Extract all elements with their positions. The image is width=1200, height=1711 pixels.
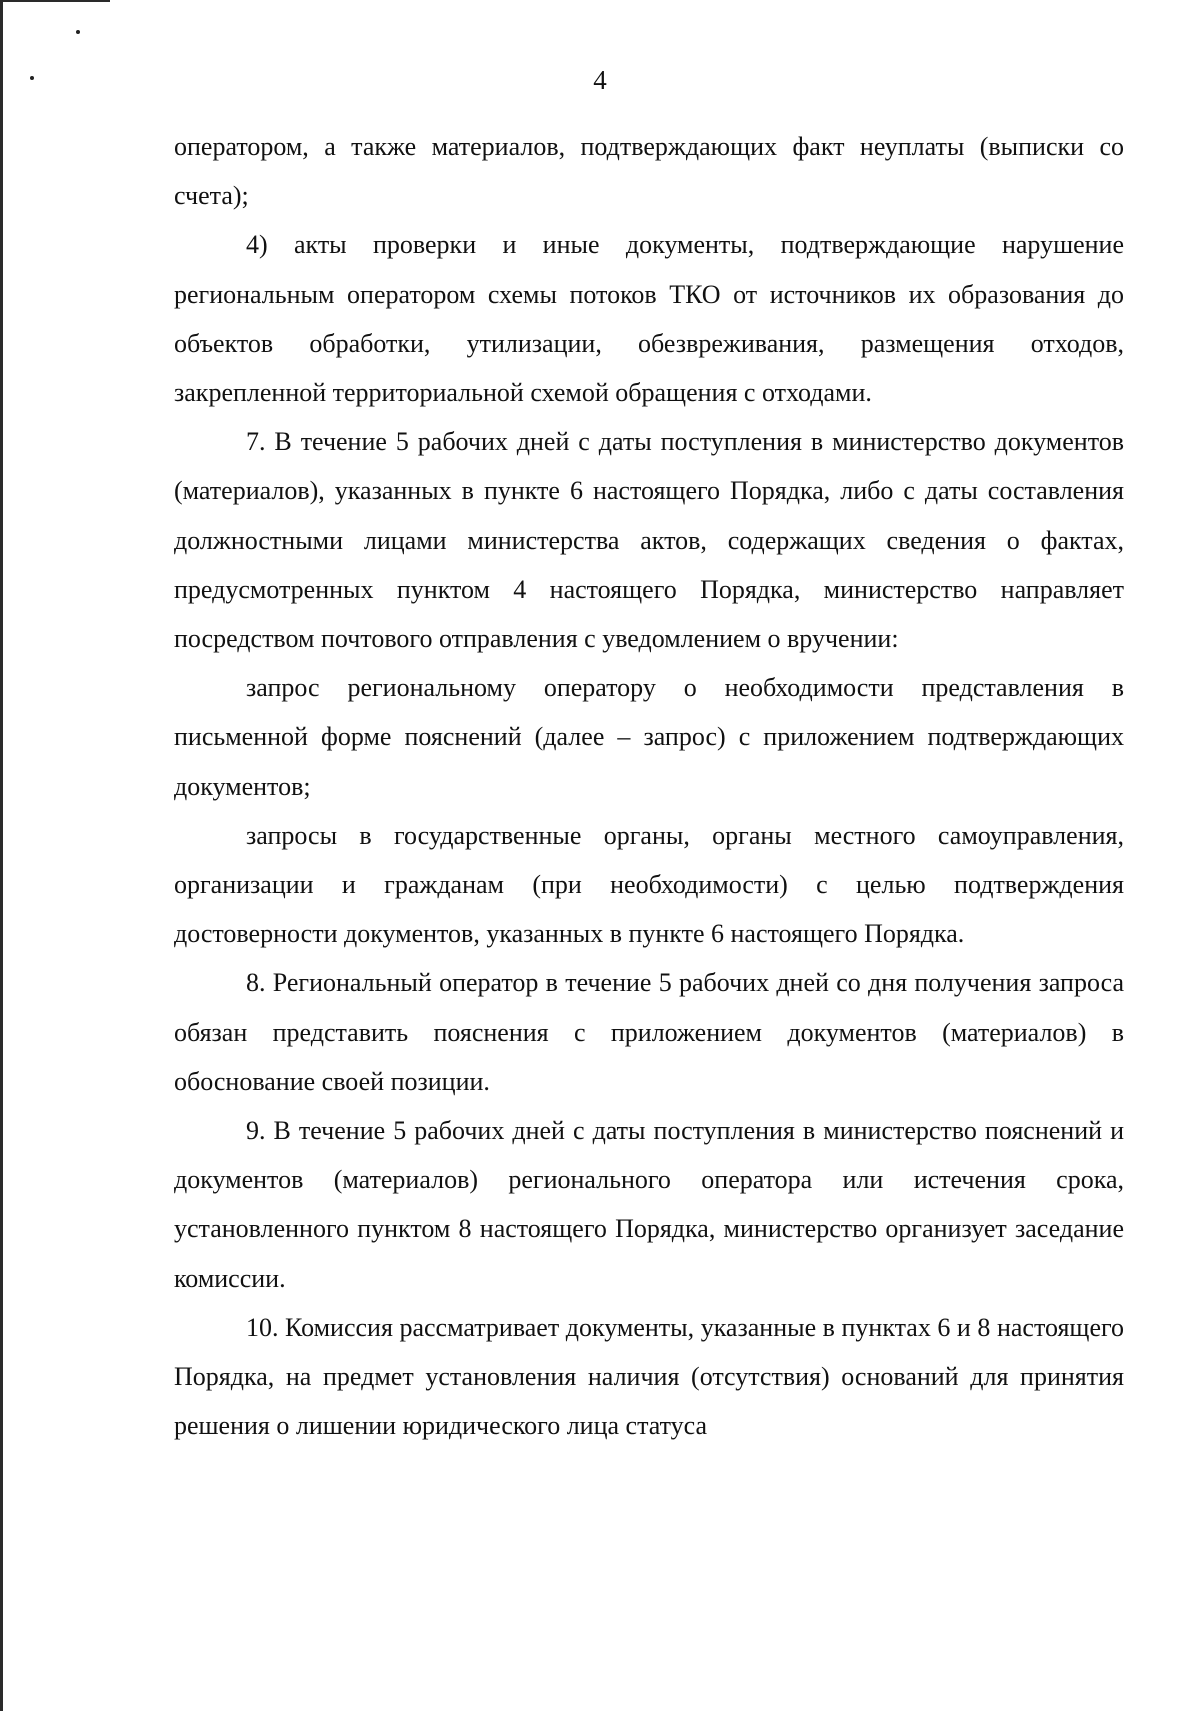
scan-top-edge bbox=[0, 0, 110, 2]
paragraph-clause-7: 7. В течение 5 рабочих дней с даты поступления в министерство документов (материалов), указанных в пункте 6 настоящего Порядка, либо с даты составления должностными лицами министерства актов, содержащих сведения о фактах, предусмотренных пунктом 4 настоящего Порядка, министерство направляет посредством почтового отправления с уведомлением о вручении: bbox=[174, 427, 1124, 654]
page-number: 4 bbox=[593, 65, 607, 95]
paragraph-item-4: 4) акты проверки и иные документы, подтверждающие нарушение региональным оператором схемы потоков ТКО от источников их образования до объектов обработки, утилизации, обезвреживания, размещения отходов, закрепленной территориальной схемой обращения с отходами. bbox=[174, 230, 1124, 408]
paragraph-clause-9: 9. В течение 5 рабочих дней с даты поступления в министерство пояснений и документов (материалов) регионального оператора или истечения срока, установленного пунктом 8 настоящего Порядка, министерство организует заседание комиссии. bbox=[174, 1116, 1124, 1293]
paragraph-clause-8: 8. Региональный оператор в течение 5 рабочих дней со дня получения запроса обязан представить пояснения с приложением документов (материалов) в обоснование своей позиции. bbox=[174, 968, 1124, 1096]
paragraph-requests-authorities: запросы в государственные органы, органы местного самоуправления, организации и гражданам (при необходимости) с целью подтверждения достоверности документов, указанных в пункте 6 настоящего Порядка. bbox=[174, 820, 1124, 949]
scan-left-edge bbox=[0, 0, 3, 1711]
paragraph-continuation: оператором, а также материалов, подтверждающих факт неуплаты (выписки со счета); bbox=[174, 132, 1124, 211]
paragraph-request-operator: запрос региональному оператору о необходимости представления в письменной форме пояснений (далее – запрос) с приложением подтверждающих документов; bbox=[174, 673, 1124, 801]
scan-speck bbox=[76, 30, 80, 34]
paragraph-clause-10: 10. Комиссия рассматривает документы, указанные в пунктах 6 и 8 настоящего Порядка, на предмет установления наличия (отсутствия) оснований для принятия решения о лишении юридического лица статуса bbox=[174, 1312, 1124, 1441]
document-body bbox=[174, 122, 1124, 1450]
